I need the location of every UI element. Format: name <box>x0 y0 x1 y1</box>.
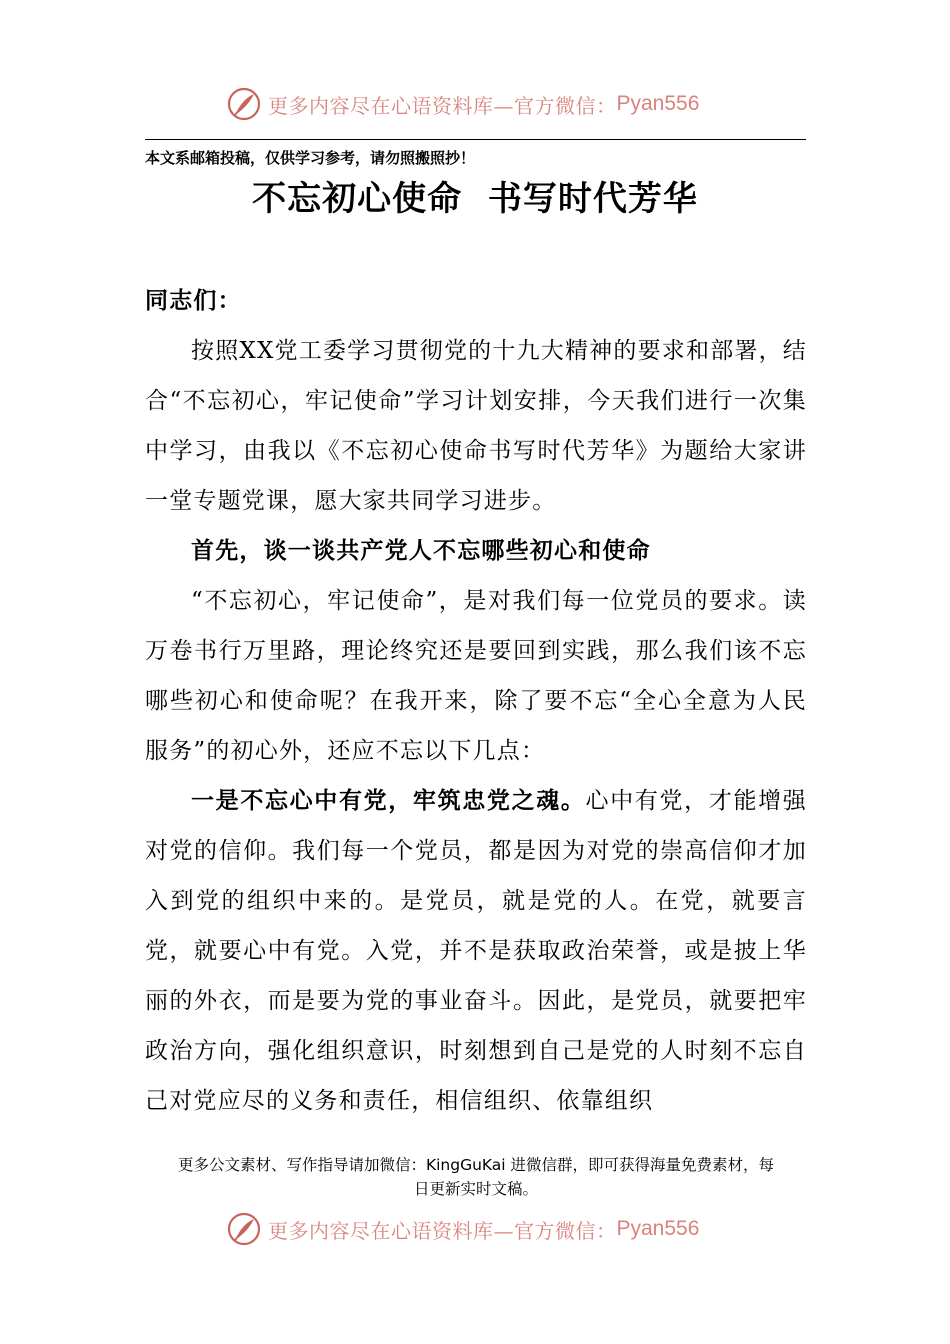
salutation: 同志们： <box>145 288 242 314</box>
quill-logo-icon <box>226 86 262 122</box>
point-one-lead: 一是不忘心中有党，牢筑忠党之魂。 <box>191 788 586 814</box>
point-one-paragraph <box>145 776 807 1126</box>
footer-note <box>145 1153 807 1201</box>
watermark-text: 更多内容尽在心语资料库—官方微信： <box>268 1218 617 1243</box>
quill-logo-icon <box>226 1211 262 1247</box>
watermark-wechat-id: Pyan556 <box>616 92 700 115</box>
submission-notice: 本文系邮箱投稿，仅供学习参考，请勿照搬照抄！ <box>145 149 476 167</box>
watermark-header <box>226 84 699 124</box>
point-one-text: 心中有党，才能增强对党的信仰。我们每一个党员，都是因为对党的崇高信仰才加入到党的组织中来的。是党员，就是党的人。在党，就要言党，就要心中有党。入党，并不是获取政治荣誉，或是披上华丽的外衣，而是要为党的事业奋斗。因此，是党员，就要把牢政治方向，强化组织意识，时刻想到自己是党的人时刻不忘自己对党应尽的义务和责任，相信组织、依靠组织 <box>145 788 807 1114</box>
section-paragraph: “不忘初心，牢记使命”，是对我们每一位党员的要求。读万卷书行万里路，理论终究还是要回到实践，那么我们该不忘哪些初心和使命呢？在我开来，除了要不忘“全心全意为人民服务”的初心外，还应不忘以下几点： <box>145 588 807 764</box>
section-heading: 首先，谈一谈共产党人不忘哪些初心和使命 <box>191 538 651 564</box>
intro-paragraph: 按照XX党工委学习贯彻党的十九大精神的要求和部署，结合“不忘初心，牢记使命”学习计划安排，今天我们进行一次集中学习，由我以《不忘初心使命书写时代芳华》为题给大家讲一堂专题党课，愿大家共同学习进步。 <box>145 338 807 514</box>
document-body <box>145 276 807 1126</box>
document-title: 不忘初心使命 书写时代芳华 <box>252 179 698 219</box>
header-divider <box>145 139 806 140</box>
footer-line-2: 日更新实时文稿。 <box>413 1180 538 1198</box>
watermark-text: 更多内容尽在心语资料库—官方微信： <box>268 93 617 118</box>
watermark-footer <box>226 1209 699 1249</box>
watermark-wechat-id: Pyan556 <box>616 1217 700 1240</box>
footer-line-1: 更多公文素材、写作指导请加微信：KingGuKai 进微信群，即可获得海量免费素材，每 <box>177 1156 775 1174</box>
